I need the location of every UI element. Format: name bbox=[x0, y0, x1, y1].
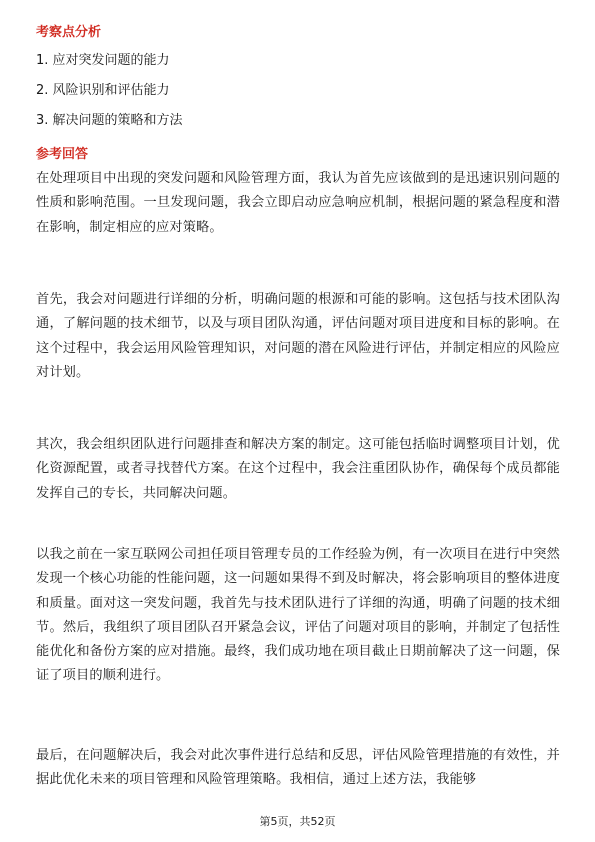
answer-heading: 参考回答 bbox=[36, 147, 89, 162]
answer-paragraph-5: 最后，在问题解决后，我会对此次事件进行总结和反思，评估风险管理措施的有效性，并据此优化未来的项目管理和风险管理策略。我相信，通过上述方法，我能够 bbox=[36, 748, 560, 788]
answer-paragraph-3: 其次，我会组织团队进行问题排查和解决方案的制定。这可能包括临时调整项目计划，优化资源配置，或者寻找替代方案。在这个过程中，我会注重团队协作，确保每个成员都能发挥自己的专长，共同解决问题。 bbox=[36, 437, 560, 501]
analysis-point-2: 2. 风险识别和评估能力 bbox=[36, 83, 170, 98]
page-number: 第5页，共52页 bbox=[259, 815, 336, 828]
answer-paragraph-1: 在处理项目中出现的突发问题和风险管理方面，我认为首先应该做到的是迅速识别问题的性质和影响范围。一旦发现问题，我会立即启动应急响应机制，根据问题的紧急程度和潜在影响，制定相应的应对策略。 bbox=[36, 171, 560, 235]
answer-paragraph-2: 首先，我会对问题进行详细的分析，明确问题的根源和可能的影响。这包括与技术团队沟通，了解问题的技术细节，以及与项目团队沟通，评估问题对项目进度和目标的影响。在这个过程中，我会运用风险管理知识，对问题的潜在风险进行评估，并制定相应的风险应对计划。 bbox=[36, 292, 560, 380]
analysis-heading: 考察点分析 bbox=[36, 25, 102, 40]
analysis-point-3: 3. 解决问题的策略和方法 bbox=[36, 113, 183, 128]
answer-paragraph-4: 以我之前在一家互联网公司担任项目管理专员的工作经验为例，有一次项目在进行中突然发现一个核心功能的性能问题，这一问题如果得不到及时解决，将会影响项目的整体进度和质量。面对这一突发问题，我首先与技术团队进行了详细的沟通，明确了问题的技术细节。然后，我组织了项目团队召开紧急会议，评估了问题对项目的影响，并制定了包括性能优化和备份方案的应对措施。最终，我们成功地在项目截止日期前解决了这一问题，保证了项目的顺利进行。 bbox=[36, 547, 560, 684]
analysis-point-1: 1. 应对突发问题的能力 bbox=[36, 53, 170, 68]
